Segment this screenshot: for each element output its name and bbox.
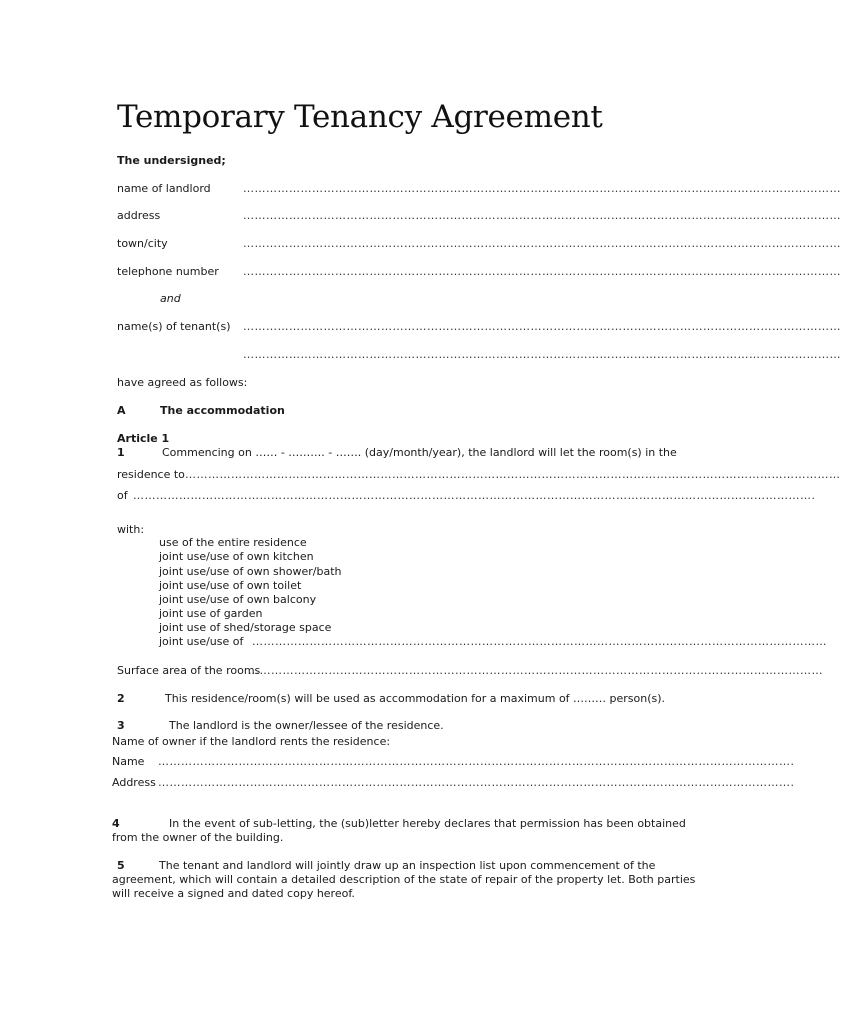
tenants-field-2[interactable]: ………………………………………………………………………………………………………………………………………… bbox=[243, 348, 841, 361]
of-field[interactable]: ……………………………………………………………………………………………………………………………………………………………. bbox=[133, 489, 816, 502]
item5-number: 5 bbox=[117, 859, 125, 872]
owner-address-label: Address bbox=[112, 776, 156, 789]
use-item-2: joint use/use of own kitchen bbox=[159, 550, 314, 563]
item4-line1: In the event of sub-letting, the (sub)letter hereby declares that permission has been obtained bbox=[169, 817, 686, 830]
address-label: address bbox=[117, 209, 161, 222]
town-city-field[interactable]: ………………………………………………………………………………………………………………………………………… bbox=[243, 237, 841, 250]
section-heading: The accommodation bbox=[160, 404, 285, 417]
agreed-text: have agreed as follows: bbox=[117, 376, 248, 389]
document-title: Temporary Tenancy Agreement bbox=[117, 99, 603, 135]
item5-line3: will receive a signed and dated copy hereof. bbox=[112, 887, 355, 900]
article-heading: Article 1 bbox=[117, 432, 170, 445]
landlord-name-label: name of landlord bbox=[117, 182, 211, 195]
item3-number: 3 bbox=[117, 719, 125, 732]
and-text: and bbox=[160, 292, 181, 305]
of-label: of bbox=[117, 489, 128, 502]
use-item-6: joint use of garden bbox=[159, 607, 263, 620]
telephone-field[interactable]: ………………………………………………………………………………………………………………………………………… bbox=[243, 265, 841, 278]
with-label: with: bbox=[117, 523, 145, 536]
article1-text: Commencing on …… - ………. - ……. (day/month/year), the landlord will let the room(s) in the bbox=[162, 446, 677, 459]
owner-name-field[interactable]: …………………………………………………………………………………………………………………………………………………. bbox=[158, 755, 795, 768]
section-letter: A bbox=[117, 404, 126, 417]
landlord-name-field[interactable]: ………………………………………………………………………………………………………………………………………… bbox=[243, 182, 841, 195]
item4-line2: from the owner of the building. bbox=[112, 831, 284, 844]
owner-address-field[interactable]: …………………………………………………………………………………………………………………………………………………. bbox=[158, 776, 795, 789]
telephone-label: telephone number bbox=[117, 265, 219, 278]
undersigned-heading: The undersigned; bbox=[117, 154, 226, 167]
use-other-field[interactable]: …………………………………………………………………………………………………………………………………… bbox=[252, 635, 827, 648]
item2-text: This residence/room(s) will be used as accommodation for a maximum of ……… person(s). bbox=[165, 692, 666, 705]
use-item-1: use of the entire residence bbox=[159, 536, 307, 549]
use-item-8: joint use/use of bbox=[159, 635, 244, 648]
use-item-7: joint use of shed/storage space bbox=[159, 621, 332, 634]
item4-number: 4 bbox=[112, 817, 120, 830]
address-field[interactable]: ………………………………………………………………………………………………………………………………………… bbox=[243, 209, 841, 222]
item5-line2: agreement, which will contain a detailed description of the state of repair of the property let. Both parties bbox=[112, 873, 696, 886]
surface-field[interactable]: …………………………………………………………………………………………………………………………………… bbox=[248, 664, 823, 677]
item3-text: The landlord is the owner/lessee of the residence. bbox=[169, 719, 444, 732]
tenants-label: name(s) of tenant(s) bbox=[117, 320, 231, 333]
use-item-4: joint use/use of own toilet bbox=[159, 579, 302, 592]
surface-label: Surface area of the rooms bbox=[117, 664, 261, 677]
article1-number: 1 bbox=[117, 446, 125, 459]
item5-line1: The tenant and landlord will jointly draw up an inspection list upon commencement of the bbox=[159, 859, 656, 872]
residence-field[interactable]: ……………………………………………………………………………………………………………………………………………………… bbox=[185, 468, 841, 481]
tenants-field[interactable]: ………………………………………………………………………………………………………………………………………… bbox=[243, 320, 841, 333]
item2-number: 2 bbox=[117, 692, 125, 705]
owner-name-label: Name bbox=[112, 755, 145, 768]
use-item-5: joint use/use of own balcony bbox=[159, 593, 317, 606]
use-item-3: joint use/use of own shower/bath bbox=[159, 565, 342, 578]
town-city-label: town/city bbox=[117, 237, 168, 250]
residence-label: residence to bbox=[117, 468, 185, 481]
item3-subtext: Name of owner if the landlord rents the residence: bbox=[112, 735, 391, 748]
